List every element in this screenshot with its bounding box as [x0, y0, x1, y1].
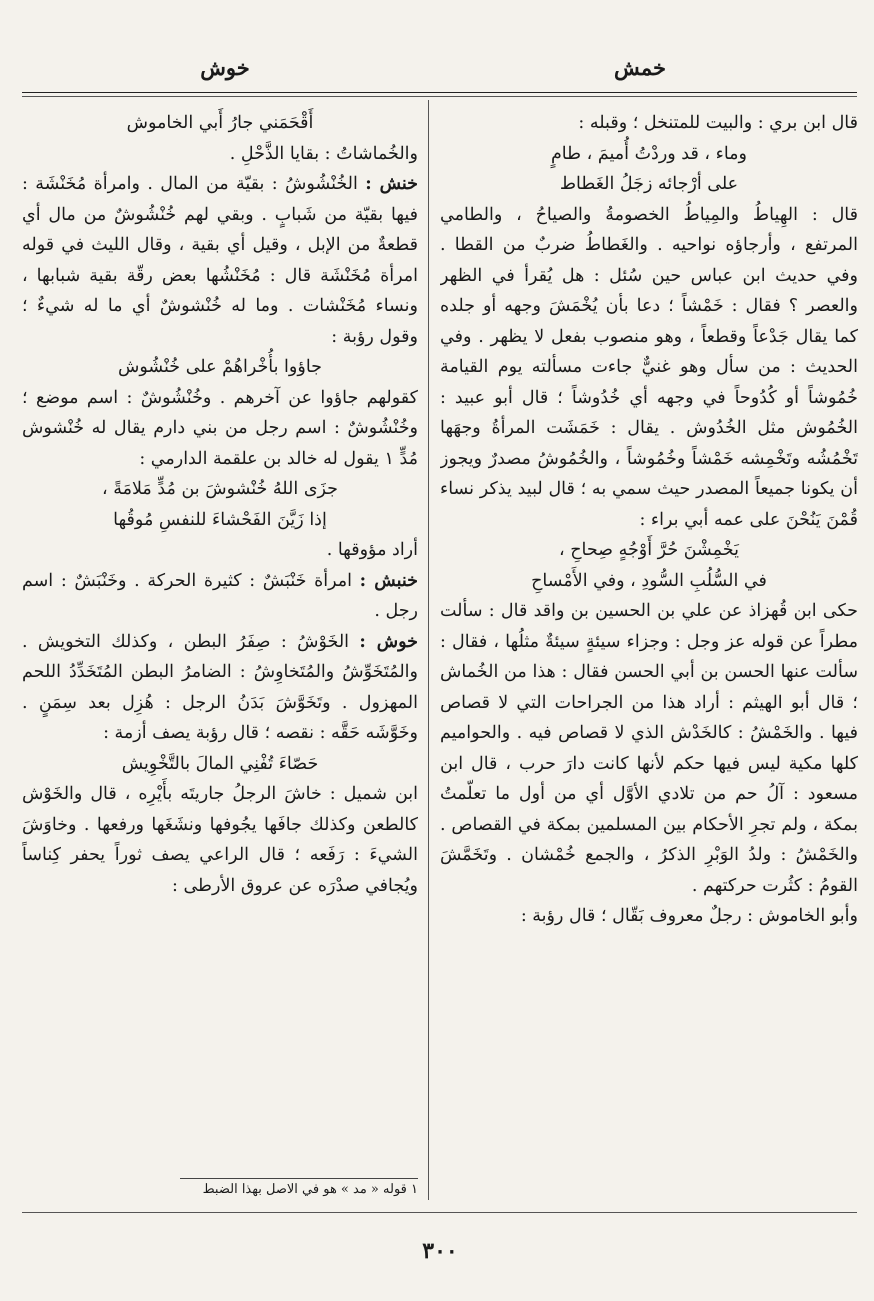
verse-line: جاؤوا بأُخْراهُمْ على خُنْشُوش — [118, 357, 322, 377]
paragraph: قال ابن بري : والبيت للمتنخل ؛ وقبله : — [578, 113, 858, 133]
paragraph: ابن شميل : خاشَ الرجلُ جاريتَه بأَيْرِه ، قال والخَوْش كالطعن وكذلك جافَها يجُوفها ونشَغَها ورفعها . وخاوَشَ الشيءَ : رَفَعه ؛ قال الراعي يصف ثوراً يحفر كِناساً ويُجافي صدْرَه عن عروق الأرطى : — [22, 784, 418, 896]
paragraph: وأبو الخاموش : رجلٌ معروف بَقّال ؛ قال رؤبة : — [520, 906, 858, 926]
verse-line: على أرْجائه زجَلُ الغَطاط — [559, 174, 739, 194]
header-rule — [22, 92, 857, 93]
dictionary-entry — [22, 566, 418, 627]
header-rule-secondary — [22, 96, 857, 97]
verse-line: في السُّلُبِ السُّودِ ، وفي الأَمْساحِ — [531, 570, 767, 591]
entry-headword: خنبش : — [359, 570, 418, 591]
verse-line: أَقْحَمَني جارُ أَبي الخاموش — [126, 113, 314, 133]
dictionary-entry — [22, 169, 418, 352]
paragraph: والخُماشاتُ : بقايا الذَّحْلِ . — [229, 143, 418, 164]
verse-line: حَصّاءَ تُفْنِي المالَ بالتَّخْوِيش — [121, 753, 319, 774]
entry-text: امرأة خَنْبَشٌ : كثيرة الحركة . وخَنْبَشٌ : اسم رجل . — [22, 570, 418, 621]
footnote: ١ قوله « مد » هو في الاصل بهذا الضبط — [202, 1182, 418, 1197]
left-column-title: خوش — [200, 55, 250, 80]
paragraph: حكى ابن قُهزاذ عن علي بن الحسين بن واقد قال : سألت مطراً عن قوله عز وجل : وجزاء سيئةٍ سيئةٌ مثلُها ، فقال : سألت عنها الحسن بن أبي الحسن فقال : هذا من الخُماش ؛ قال أبو الهيثم : أراد هذا من الجراحات التي لا قصاص فيها . والخَمْشُ : كالخَدْش الذي لا قصاص فيه . والحواميم كلها مكية ليس فيها حكم لأنها كانت دارَ حرب ، قال ابن مسعود : آلُ حم من تلادي الأوَّل أي من أول ما تعلّمتُ بمكة ، ولم تجرِ الأحكام بين المسلمين بمكة في القصاص . والخَمْشُ : ولدُ الوَبْرِ الذكرُ ، والجمع خُمْشان . وتَخَمَّشَ القومُ : كثُرت حركتهم . — [440, 601, 858, 896]
paragraph: قال : الهِياطُ والمِياطُ الخصومةُ والصياحُ ، والطامي المرتفع ، وأرجاؤه نواحيه . والغَطاطُ ضربٌ من القطا . وفي حديث ابن عباس حين سُئل : هل يُقرأ في الظهر والعصر ؟ فقال : خَمْشاً ؛ دعا بأن يُخْمَشَ وجهه أو جلده كما يقال جَدْعاً وقطعاً ، وهو منصوب بفعل لا يظهر . وفي الحديث : من سأل وهو غنيٌّ جاءت مسألته يوم القيامة خُمُوشاً أو كُدُوحاً في وجهه أي خُدُوشاً ؛ قال أبو عبيد : الخُمُوش مثل الخُدُوش . يقال : خَمَشَت المرأةُ وجهَها تَخْمُشُه وتَخْمِشه خَمْشاً وخُمُوشاً ، والخُمُوشُ مصدرٌ ويجوز أن يكونا جميعاً المصدر حيث سمي به ؛ قال لبيد يذكر نساء قُمْنَ يَنُحْنَ على عمه أبي براء : — [440, 204, 858, 530]
entry-headword: خوش : — [359, 631, 418, 652]
verse-line: جزَى اللهُ خُنْشوشَ بن مُدٍّ مَلامَةً ، — [101, 479, 338, 499]
page-number: ٣٠٠ — [422, 1238, 458, 1264]
left-column — [22, 108, 418, 1178]
column-divider — [428, 100, 429, 1200]
verse-line: إذا زَيَّنَ الفَحْشاءَ للنفسِ مُوقُها — [113, 509, 327, 530]
footer-rule — [22, 1212, 857, 1213]
entry-text: الخَوْشُ : صِفَرُ البطن ، وكذلك التخويش . والمُتَخَوِّشُ والمُتَخاوِشُ : الضامرُ البطن المُتَخَدِّدُ اللحم المهزول . وتَخَوَّشَ بَدَنُ الرجل : هُزِل بعد سِمَنٍ . وخَوَّشَه حَقَّه : نقصه ؛ قال رؤبة يصف أزمة : — [22, 631, 418, 743]
right-column-title: خمش — [614, 55, 666, 80]
footnote-rule — [180, 1178, 418, 1179]
right-column — [440, 108, 858, 1198]
verse-line: يَخْمِشْنَ حُرَّ أَوْجُهٍ صِحاحِ ، — [559, 540, 739, 560]
entry-headword: خنش : — [365, 174, 418, 194]
dictionary-entry — [22, 627, 418, 749]
entry-text: الخُنْشُوشُ : بقيّة من المال . وامرأة مُخَنْشَة : فيها بقيّة من شَبابٍ . وبقي لهم خُنْشُوشٌ من مال أي قطعةٌ من الإبل ، وقيل أي بقية ، وقال الليث في قوله امرأة مُخَنْشَة قال : مُخَنْشُها بعض رقّة بقية شبابها ، ونساء مُخَنْشات . وما له خُنْشوشٌ أي ما له شيءٌ ؛ وقول رؤبة : — [22, 174, 418, 347]
paragraph: كقولهم جاؤوا عن آخرهم . وخُنْشُوشٌ : اسم موضع ؛ وخُنْشُوشٌ : اسم رجل من بني دارم يقال له خُنْشوش مُدٍّ ١ يقول له خالد بن علقمة الدارمي : — [22, 387, 418, 469]
paragraph: أراد مؤوقها . — [326, 540, 418, 560]
verse-line: وماء ، قد وردْتُ أُميمَ ، طامٍ — [550, 143, 748, 164]
